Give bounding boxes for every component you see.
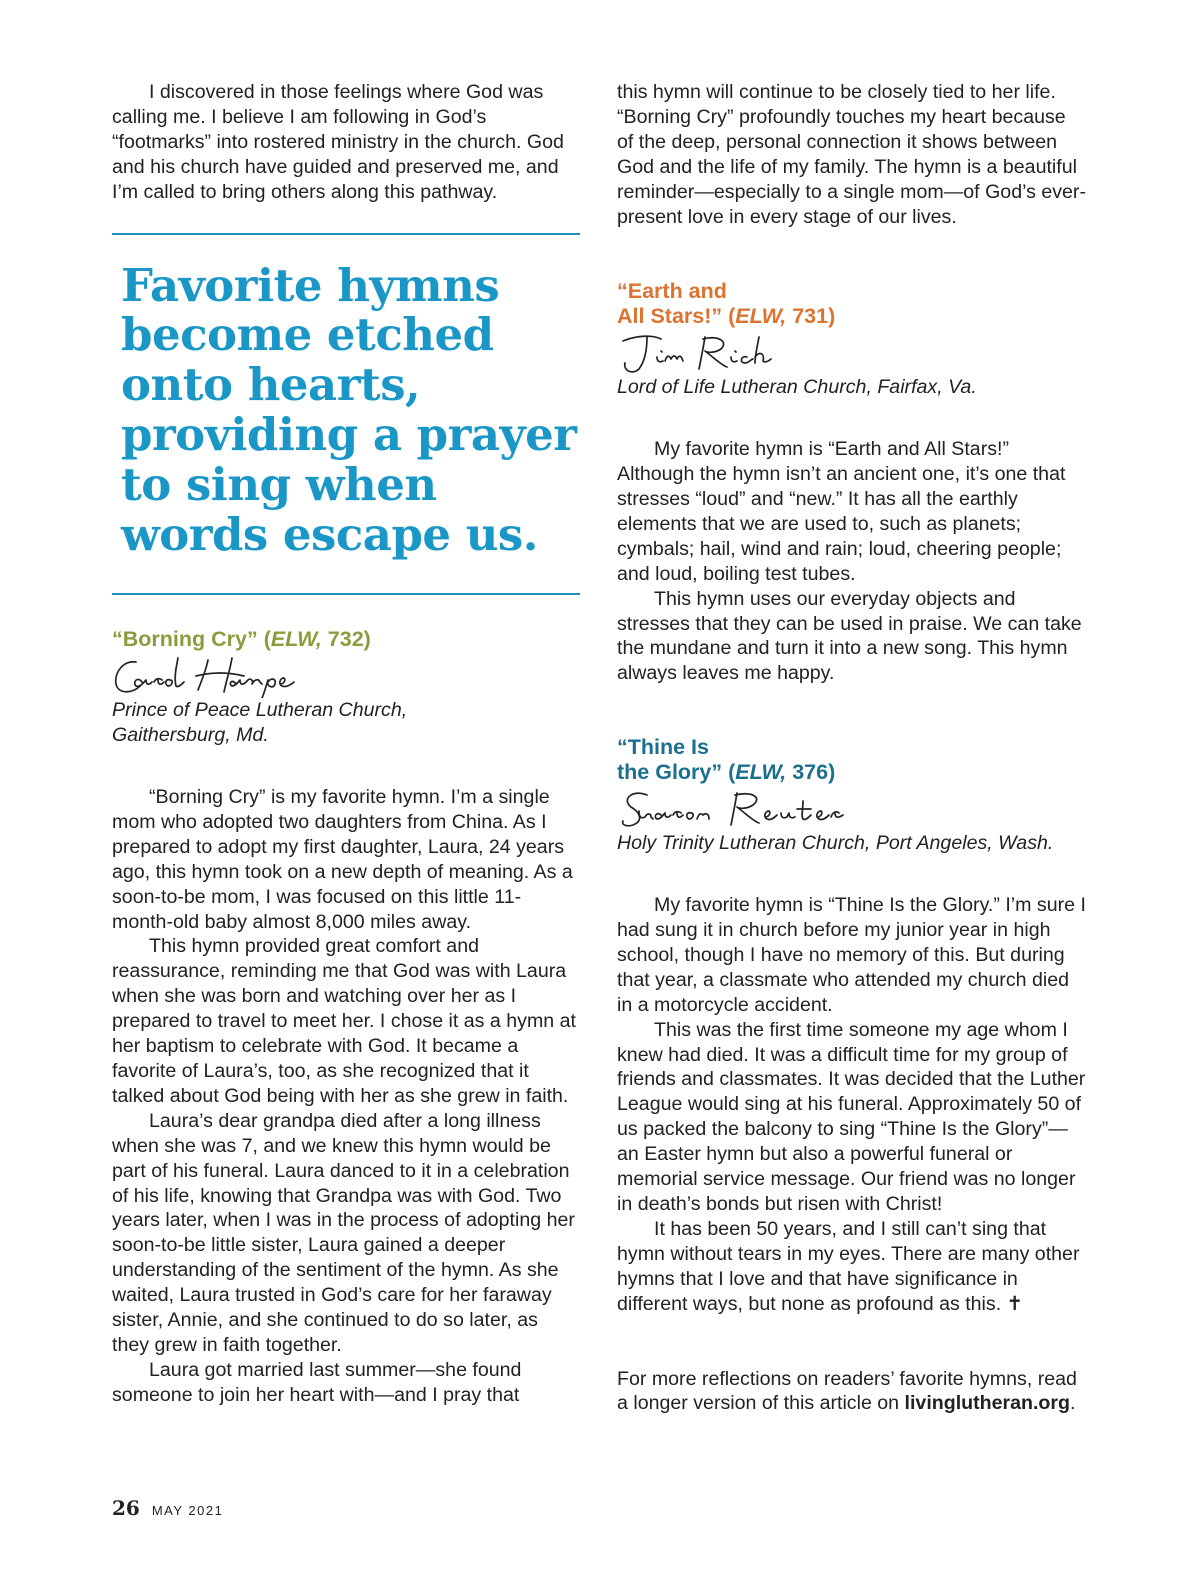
left-column <box>112 80 580 1408</box>
bottom-divider <box>112 593 580 595</box>
paragraph: Laura got married last summer—she found someone to join her heart with—and I pray that <box>112 1358 522 1406</box>
hymn-earth-and-all-stars <box>617 279 1087 686</box>
hymn-title-start: the Glory” ( <box>617 760 736 785</box>
website-link[interactable]: livinglutheran.org <box>904 1392 1070 1415</box>
intro-paragraph: I discovered in those feelings where God was calling me. I believe I am following in God’s “footmarks” into rostered ministry in the church. God and his church have guided and preserved me, and I’m called to bring others along this pathway. <box>112 81 564 203</box>
hymn-thine-is-the-glory <box>617 735 1087 1316</box>
hymn-title <box>112 627 580 652</box>
signature-jim-rich <box>617 331 777 375</box>
hymn-title-start: All Stars!” ( <box>617 304 736 329</box>
hymn-book: ELW, <box>270 627 322 652</box>
closing-text: For more reflections on readers’ favorite hymns, read a longer version of this article on <box>617 1367 1077 1415</box>
church-line-1: Prince of Peace Lutheran Church, <box>112 699 408 722</box>
signature-carol-hampe <box>112 654 342 698</box>
issue-date: MAY 2021 <box>151 1503 224 1518</box>
right-column <box>617 80 1087 1416</box>
continuation-paragraph: this hymn will continue to be closely tied to her life. “Borning Cry” profoundly touches my heart because of the deep, personal connection it shows between God and the life of my family. The hymn is a beautiful reminder—especially to a single mom—of God’s ever-present love in every stage of our lives. <box>617 81 1086 228</box>
page-number: 26 <box>112 1496 140 1520</box>
hymn-title-start: “Borning Cry” ( <box>112 627 271 652</box>
hymn-title-line-2 <box>617 760 1087 785</box>
paragraph: It has been 50 years, and I still can’t sing that hymn without tears in my eyes. There are many other hymns that I love and that have significance in different ways, but none as profound as this. ✝ <box>617 1217 1080 1315</box>
hymn-title-line-2 <box>617 304 1087 329</box>
hymn-title-end: 732) <box>321 627 371 652</box>
hymn-title-end: 376) <box>786 760 836 785</box>
paragraph: Laura’s dear grandpa died after a long illness when she was 7, and we knew this hymn would be part of his funeral. Laura danced to it in a celebration of his life, knowing that Grandpa was with God. Two years later, when I was in the process of adopting her soon-to-be little sister, Laura gained a deeper understanding of the sentiment of the hymn. As she waited, Laura trusted in God’s care for her faraway sister, Annie, and she continued to do so later, as they grew in faith together. <box>112 1109 575 1356</box>
hymn-title-end: 731) <box>786 304 836 329</box>
hymn-book: ELW, <box>735 304 787 329</box>
page-footer <box>112 1496 223 1520</box>
hymn-book: ELW, <box>735 760 787 785</box>
closing-period: . <box>1070 1392 1076 1415</box>
paragraph: My favorite hymn is “Thine Is the Glory.” I’m sure I had sung it in church before my junior year in high school, though I have no memory of this. But during that year, a classmate who attended my church died in a motorcycle accident. <box>617 894 1086 1016</box>
paragraph: “Borning Cry” is my favorite hymn. I’m a single mom who adopted two daughters from China. As I prepared to adopt my first daughter, Laura, 24 years ago, this hymn took on a new depth of meaning. As a soon-to-be mom, I was focused on this little 11-month-old baby almost 8,000 miles away. <box>112 786 573 933</box>
pull-quote: Favorite hymns become etched onto hearts, providing a prayer to sing when words escape us. <box>121 258 577 561</box>
paragraph: This hymn uses our everyday objects and stresses that they can be used in praise. We can take the mundane and turn it into a new song. This hymn always leaves me happy. <box>617 587 1082 685</box>
top-divider <box>112 233 580 235</box>
signature-sharon-reuter <box>617 787 847 831</box>
hymn-borning-cry <box>112 627 580 1407</box>
paragraph: This hymn provided great comfort and reassurance, reminding me that God was with Laura when she was born and watching over her as I prepared to travel to meet her. I chose it as a hymn at her baptism to celebrate with God. It became a favorite of Laura’s, too, as she recognized that it talked about God being with her as she grew in faith. <box>112 935 576 1107</box>
church-line-2: Gaithersburg, Md. <box>112 724 269 747</box>
church-line: Lord of Life Lutheran Church, Fairfax, Va. <box>617 376 977 399</box>
paragraph: My favorite hymn is “Earth and All Stars!” Although the hymn isn’t an ancient one, it’s one that stresses “loud” and “new.” It has all the earthly elements that we are used to, such as planets; cymbals; hail, wind and rain; loud, cheering people; and loud, boiling test tubes. <box>617 438 1066 585</box>
closing-note <box>617 1367 1087 1417</box>
hymn-title-line-1: “Earth and <box>617 279 727 304</box>
church-line: Holy Trinity Lutheran Church, Port Angeles, Wash. <box>617 832 1054 855</box>
hymn-title-line-1: “Thine Is <box>617 735 709 760</box>
paragraph: This was the first time someone my age whom I knew had died. It was a difficult time for my group of friends and classmates. It was decided that the Luther League would sing at his funeral. Approximately 50 of us packed the balcony to sing “Thine Is the Glory”—an Easter hymn but also a powerful funeral or memorial service message. Our friend was no longer in death’s bonds but risen with Christ! <box>617 1018 1086 1215</box>
